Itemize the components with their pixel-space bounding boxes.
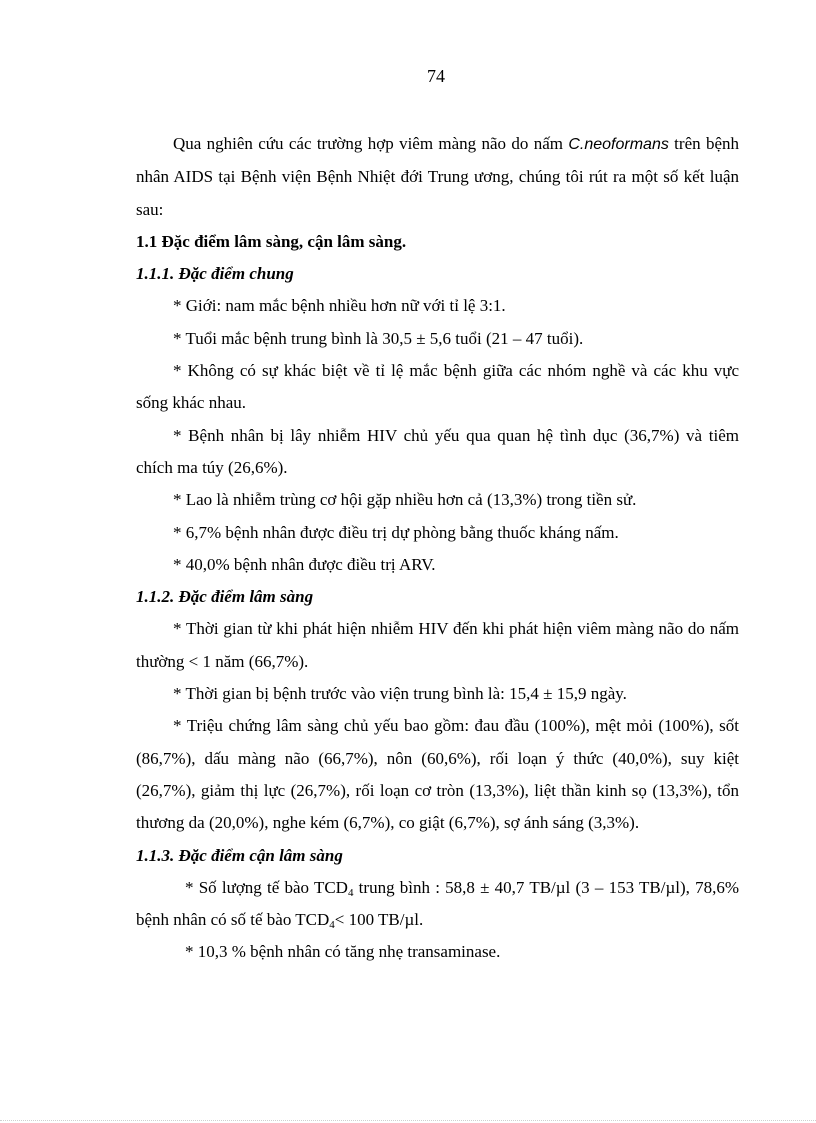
section-heading-1-1-3: 1.1.3. Đặc điểm cận lâm sàng bbox=[136, 845, 343, 865]
list-item: * Thời gian bị bệnh trước vào viện trung bình là: 15,4 ± 15,9 ngày. bbox=[173, 684, 627, 704]
list-item: * Thời gian từ khi phát hiện nhiễm HIV đến khi phát hiện viêm màng não do nấm thường < 1 năm (66,7%). bbox=[136, 619, 739, 671]
list-item: * Tuổi mắc bệnh trung bình là 30,5 ± 5,6 tuổi (21 – 47 tuổi). bbox=[173, 328, 584, 348]
organism-name: C.neoformans bbox=[568, 136, 669, 153]
list-item: * Không có sự khác biệt về tỉ lệ mắc bệnh giữa các nhóm nghề và các khu vực sống khác nhau. bbox=[136, 361, 739, 413]
cd4-subscript: 4 bbox=[347, 886, 354, 899]
list-item: * 6,7% bệnh nhân được điều trị dự phòng bằng thuốc kháng nấm. bbox=[173, 522, 619, 542]
list-item-cd4 bbox=[136, 872, 739, 937]
section-heading-1-1: 1.1 Đặc điểm lâm sàng, cận lâm sàng. bbox=[136, 231, 407, 251]
section-heading-1-1-1: 1.1.1. Đặc điểm chung bbox=[136, 264, 294, 284]
intro-paragraph bbox=[136, 128, 739, 226]
list-item: * 10,3 % bệnh nhân có tăng nhẹ transaminase. bbox=[185, 942, 501, 962]
intro-text-after: trên bệnh nhân AIDS tại Bệnh viện Bệnh Nhiệt đới Trung ương, chúng tôi rút ra một số kết luận sau: bbox=[136, 134, 739, 219]
intro-text-before: Qua nghiên cứu các trường hợp viêm màng não do nấm bbox=[173, 134, 569, 153]
cd4-text-1: * Số lượng tế bào TCD bbox=[185, 877, 348, 897]
section-heading-1-1-2: 1.1.2. Đặc điểm lâm sàng bbox=[136, 587, 314, 607]
list-item: * 40,0% bệnh nhân được điều trị ARV. bbox=[173, 554, 436, 574]
list-item: * Triệu chứng lâm sàng chủ yếu bao gồm: đau đầu (100%), mệt mỏi (100%), sốt (86,7%), dấu màng não (66,7%), nôn (60,6%), rối loạn ý thức (40,0%), suy kiệt (26,7%), giảm thị lực (26,7%), rối loạn cơ tròn (13,3%), liệt thần kinh sọ (13,3%), tổn thương da (20,0%), nghe kém (6,7%), co giật (6,7%), sợ ánh sáng (3,3%). bbox=[136, 716, 739, 833]
list-item: * Bệnh nhân bị lây nhiễm HIV chủ yếu qua quan hệ tình dục (36,7%) và tiêm chích ma túy (26,6%). bbox=[136, 425, 739, 477]
list-item: * Giới: nam mắc bệnh nhiều hơn nữ với tỉ lệ 3:1. bbox=[173, 296, 506, 316]
page-bottom-border bbox=[0, 1120, 816, 1121]
cd4-text-2: trung bình : 58,8 ± 40,7 TB/µl (3 – 153 TB/µl), 78,6% bệnh nhân có số tế bào TCD bbox=[136, 877, 739, 930]
list-item: * Lao là nhiễm trùng cơ hội gặp nhiều hơn cả (13,3%) trong tiền sử. bbox=[173, 490, 637, 510]
cd4-text-3: < 100 TB/µl. bbox=[334, 910, 424, 930]
page-content bbox=[136, 128, 739, 969]
page-number: 74 bbox=[427, 66, 445, 86]
cd4-subscript: 4 bbox=[329, 919, 335, 932]
